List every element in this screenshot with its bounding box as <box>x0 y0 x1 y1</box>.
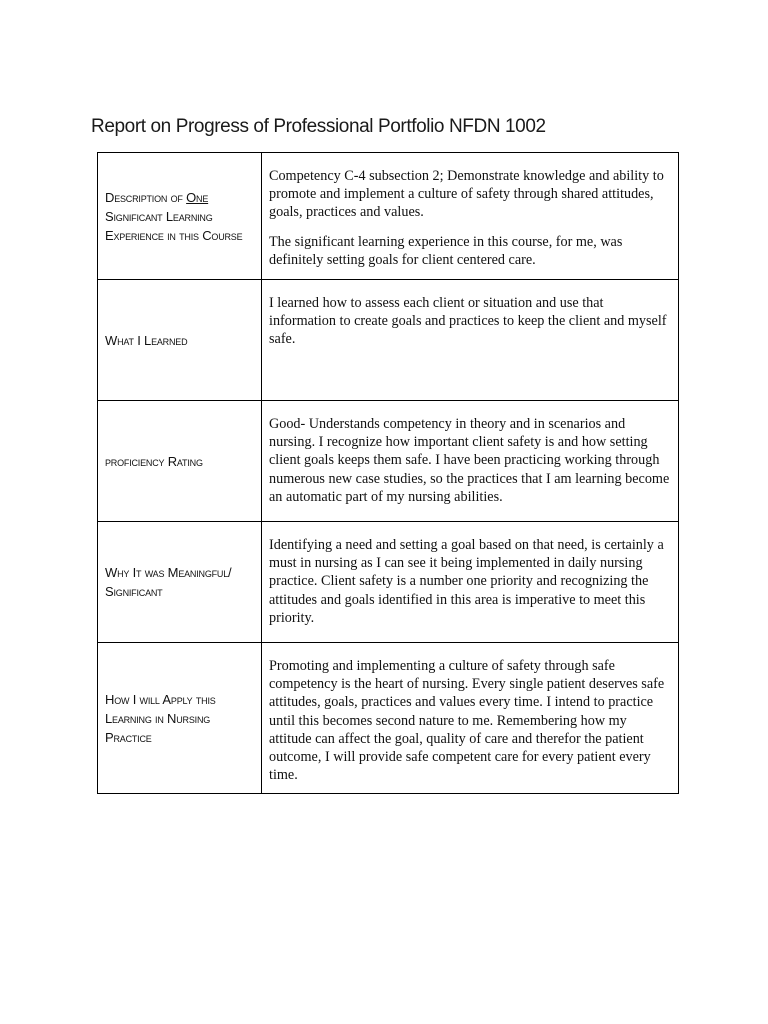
row-label-cell <box>98 401 262 522</box>
row-label-what-learned: What I Learned <box>105 332 188 348</box>
label-text: Significant Learning Experience in this Course <box>105 208 243 243</box>
table-row-what-learned <box>98 280 679 401</box>
row-label-learning-experience <box>105 188 255 245</box>
content-paragraph: The significant learning experience in this course, for me, was definitely setting goals for client centered care. <box>269 233 623 268</box>
table-row-apply-learning <box>98 643 679 794</box>
row-label-cell <box>98 153 262 280</box>
label-text: Description of <box>105 189 187 205</box>
content-paragraph: Good- Understands competency in theory and in scenarios and nursing. I recognize how important client safety is and how setting client goals keeps them safe. I have been practicing working through numerous new case studies, so the practices that I am learning become an automatic part of my nursing abilities. <box>269 416 670 505</box>
row-label-cell <box>98 643 262 794</box>
row-content-cell <box>262 643 679 794</box>
row-label-cell <box>98 280 262 401</box>
table-row-why-meaningful <box>98 522 679 643</box>
row-label-apply-learning: How I will Apply this Learning in Nursing Practice <box>105 691 216 745</box>
row-label-proficiency-rating: proficiency Rating <box>105 453 203 469</box>
content-paragraph: Identifying a need and setting a goal based on that need, is certainly a must in nursing as I can see it being implemented in daily nursing practice. Client safety is a number one priority and recognizing the attitudes and goals identified in this area is imperative to meet this priority. <box>269 537 664 626</box>
table-row-proficiency-rating <box>98 401 679 522</box>
row-label-cell <box>98 522 262 643</box>
row-content-cell <box>262 280 679 401</box>
portfolio-progress-table <box>97 152 679 794</box>
document-title: Report on Progress of Professional Portfolio NFDN 1002 <box>91 116 546 137</box>
table-row-learning-experience <box>98 153 679 280</box>
content-paragraph: Competency C-4 subsection 2; Demonstrate knowledge and ability to promote and implement a culture of safety through shared attitudes, goals, practices and values. <box>269 168 664 221</box>
content-paragraph: I learned how to assess each client or situation and use that information to create goals and practices to keep the client and myself safe. <box>269 295 667 348</box>
label-text-underlined: One <box>186 189 209 205</box>
row-label-why-meaningful: Why It was Meaningful/ Significant <box>105 565 232 599</box>
row-content-cell <box>262 153 679 280</box>
content-paragraph: Promoting and implementing a culture of safety through safe competency is the heart of nursing. Every single patient deserves safe attitudes, goals, practices and values every time. I intend to practice until this becomes second nature to me. Remembering how my attitude can affect the goal, quality of care and therefor the patient outcome, I will provide safe competent care for every patient every time. <box>269 658 665 784</box>
row-content-cell <box>262 522 679 643</box>
row-content-cell <box>262 401 679 522</box>
